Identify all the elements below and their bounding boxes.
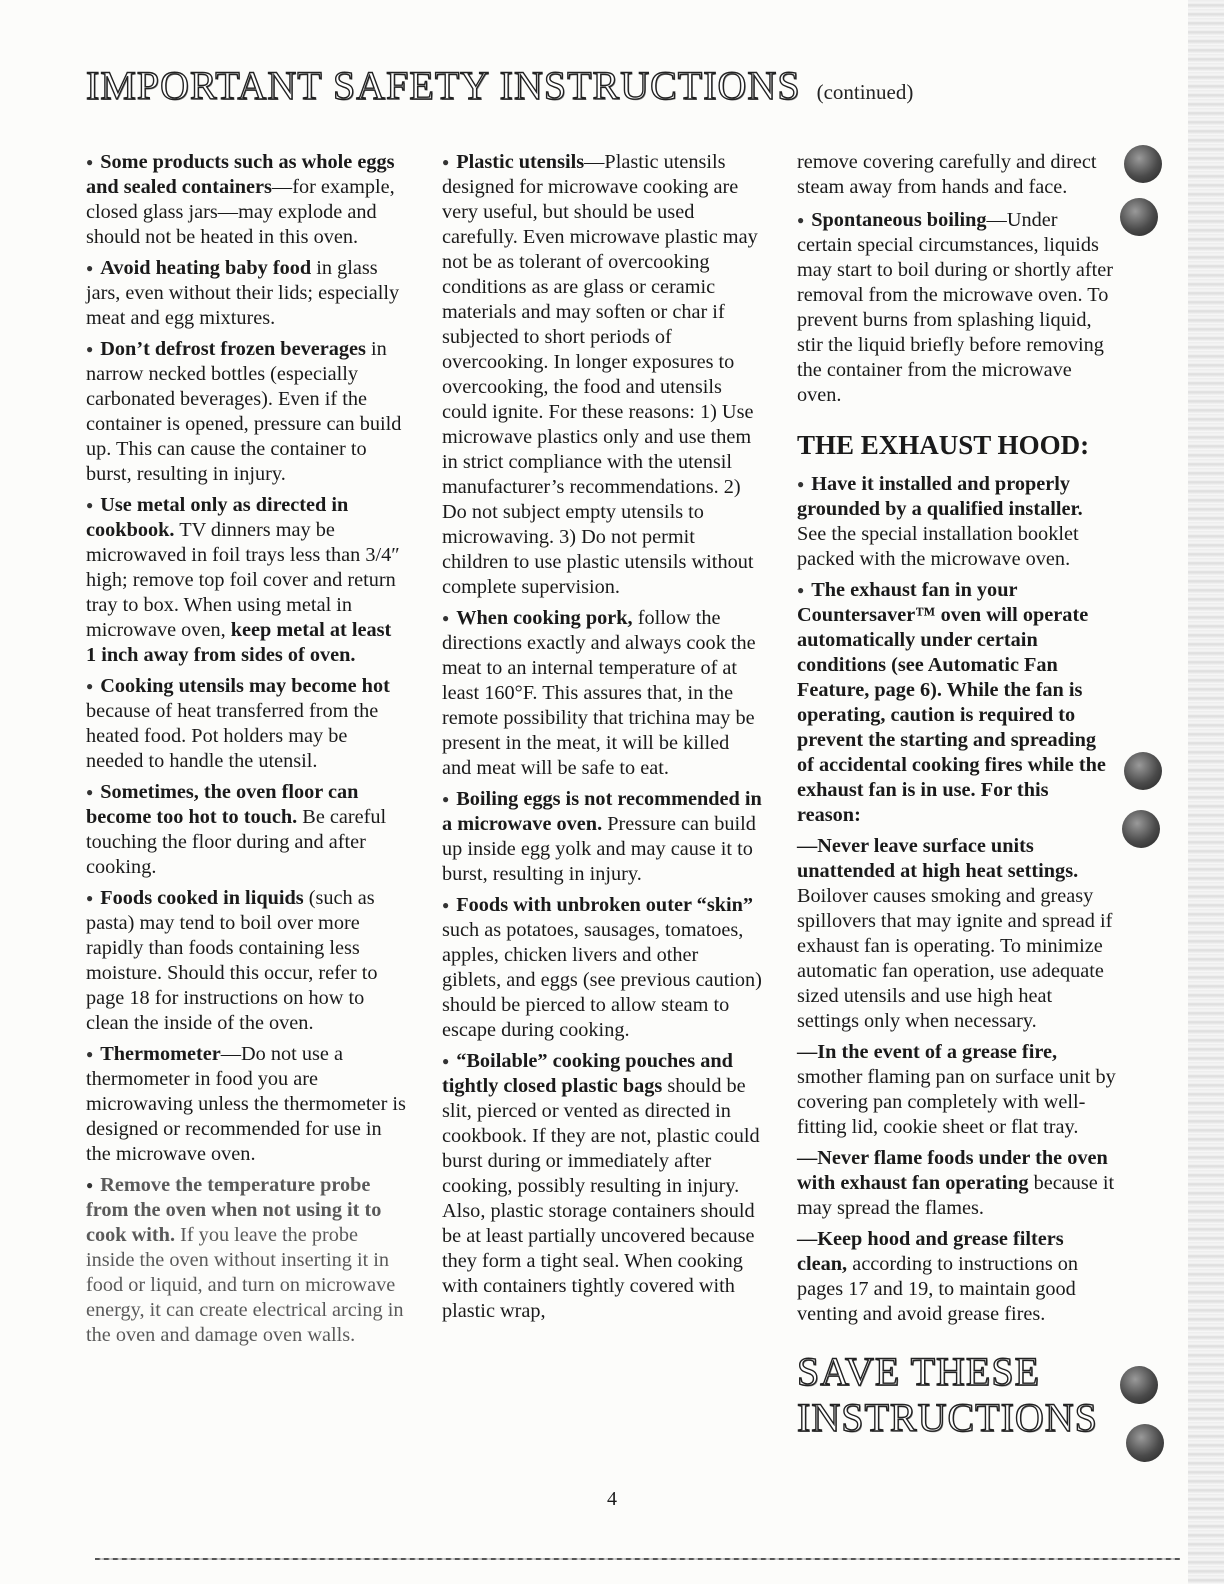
- bullet-icon: ●: [797, 213, 805, 227]
- instruction-lead: Some products such as whole eggs and sealed containers: [86, 151, 395, 198]
- instruction-lead: —Never flame foods under the oven with exhaust fan operating: [797, 1147, 1108, 1194]
- bullet-icon: ●: [442, 898, 450, 912]
- save-title-line-1: SAVE THESE: [797, 1349, 1041, 1394]
- instruction-text: Be careful touching the floor during and after cooking.: [86, 806, 387, 878]
- bullet-icon: ●: [86, 342, 94, 356]
- instruction-lead: Cooking utensils may become hot: [100, 675, 390, 697]
- exhaust-hood-heading: THE EXHAUST HOOD:: [797, 430, 1090, 460]
- instruction-text: Pressure can build up inside egg yolk and may cause it to burst, resulting in injury.: [442, 813, 756, 885]
- page-title-main: IMPORTANT SAFETY INSTRUCTIONS: [86, 63, 801, 108]
- bullet-icon: ●: [797, 477, 805, 491]
- instruction-item: [442, 893, 762, 1043]
- instruction-text: —Under certain special circumstances, liquids may start to boil during or shortly after removal from the microwave oven. To prevent burns from splashing liquid, stir the liquid briefly before removing the container from the microwave oven.: [797, 209, 1113, 406]
- column-3: [797, 150, 1117, 1441]
- scanned-page-edge: [1188, 0, 1224, 1584]
- instruction-text: because it may spread the flames.: [797, 1172, 1115, 1219]
- bullet-icon: ●: [86, 155, 94, 169]
- instruction-item: [797, 208, 1117, 408]
- instruction-text: in narrow necked bottles (especially carbonated beverages). Even if the container is opened, pressure can build up. This can cause the container to burst, resulting in injury.: [86, 338, 402, 485]
- punch-hole-icon: [1120, 1366, 1158, 1404]
- bullet-icon: ●: [442, 155, 450, 169]
- instruction-lead: Remove the temperature probe from the oven when not using it to cook with.: [86, 1174, 382, 1246]
- instruction-text: follow the directions exactly and always cook the meat to an internal temperature of at least 160°F. This assures that, in the remote possibility that trichina may be present in the meat, it will be killed and meat will be safe to eat.: [442, 607, 756, 779]
- instruction-lead: The exhaust fan in your Countersaver™ oven will operate automatically under certain conditions (see Automatic Fan Feature, page 6). While the fan is operating, caution is required to prevent the starting and spreading of accidental cooking fires while the exhaust fan is in use. For this reason:: [797, 579, 1106, 826]
- hood-dash-item: [797, 1227, 1117, 1327]
- continued-text: remove covering carefully and direct steam away from hands and face.: [797, 151, 1097, 198]
- bullet-icon: ●: [86, 498, 94, 512]
- hood-dash-item: [797, 834, 1117, 1034]
- instruction-lead: Foods cooked in liquids: [100, 887, 304, 909]
- instruction-text: because of heat transferred from the heated food. Pot holders may be needed to handle the utensil.: [86, 700, 379, 772]
- punch-hole-icon: [1122, 810, 1160, 848]
- instruction-text: smother flaming pan on surface unit by covering pan completely with well-fitting lid, cookie sheet or flat tray.: [797, 1066, 1116, 1138]
- instruction-text: (such as pasta) may tend to boil over more rapidly than foods containing less moisture. Should this occur, refer to page 18 for instructions on how to clean the inside of the oven.: [86, 887, 378, 1034]
- punch-hole-icon: [1124, 752, 1162, 790]
- instruction-lead: Use metal only as directed in cookbook.: [86, 494, 349, 541]
- instruction-lead: Sometimes, the oven floor can become too hot to touch.: [86, 781, 359, 828]
- instruction-text: Boilover causes smoking and greasy spillovers that may ignite and spread if exhaust fan is operating. To minimize automatic fan operation, use adequate sized utensils and use high heat settings only when necessary.: [797, 885, 1113, 1032]
- instruction-item: [86, 780, 406, 880]
- instruction-lead: Don’t defrost frozen beverages: [100, 338, 366, 360]
- save-title-line-2: INSTRUCTIONS: [797, 1395, 1098, 1440]
- scan-bottom-edge: [95, 1558, 1180, 1560]
- instruction-text: TV dinners may be microwaved in foil trays less than 3/4″ high; remove top foil cover and return tray to box. When using metal in microwave oven,: [86, 519, 400, 641]
- instruction-text: in glass jars, even without their lids; especially meat and egg mixtures.: [86, 257, 400, 329]
- bullet-icon: ●: [86, 1178, 94, 1192]
- instruction-text: —Do not use a thermometer in food you are microwaving unless the thermometer is designed or recommended for use in the microwave oven.: [86, 1043, 406, 1165]
- punch-hole-icon: [1126, 1424, 1164, 1462]
- instruction-emphasis: keep metal at least 1 inch away from sides of oven.: [86, 619, 392, 666]
- bullet-icon: ●: [86, 679, 94, 693]
- instruction-item: [86, 674, 406, 774]
- instruction-lead: —In the event of a grease fire,: [797, 1041, 1058, 1063]
- instruction-text: —Plastic utensils designed for microwave cooking are very useful, but should be used carefully. Even microwave plastic may not be as tolerant of overcooking conditions as are glass or ceramic materials and may soften or char if subjected to short periods of overcooking. In longer exposures to overcooking, the food and utensils could ignite. For these reasons: 1) Use microwave plastics only and use them in strict compliance with the utensil manufacturer’s recommendations. 2) Do not subject empty utensils to microwaving. 3) Do not permit children to use plastic utensils without complete supervision.: [442, 151, 758, 598]
- instruction-item: [86, 493, 406, 668]
- page-number: 4: [607, 1488, 617, 1510]
- instruction-item: [442, 606, 762, 781]
- bullet-icon: ●: [442, 1054, 450, 1068]
- punch-hole-icon: [1120, 198, 1158, 236]
- bullet-icon: ●: [86, 1047, 94, 1061]
- instruction-lead: —Never leave surface units unattended at high heat settings.: [797, 835, 1079, 882]
- punch-hole-icon: [1124, 145, 1162, 183]
- hood-item: [797, 578, 1117, 828]
- instruction-lead: Foods with unbroken outer “skin”: [456, 894, 754, 916]
- instruction-item: [442, 787, 762, 887]
- instruction-item: [86, 150, 406, 250]
- instruction-text: according to instructions on pages 17 and 19, to maintain good venting and avoid grease fires.: [797, 1253, 1079, 1325]
- instruction-item: [442, 1049, 762, 1324]
- instruction-lead: Thermometer: [100, 1043, 221, 1065]
- hood-dash-item: [797, 1040, 1117, 1140]
- instruction-item: [86, 256, 406, 331]
- bullet-icon: ●: [442, 792, 450, 806]
- page-title: [86, 62, 913, 109]
- instruction-lead: Have it installed and properly grounded by a qualified installer.: [797, 473, 1083, 520]
- save-these-instructions-title: [797, 1349, 1117, 1441]
- instruction-lead: Avoid heating baby food: [100, 257, 312, 279]
- instruction-item: [86, 337, 406, 487]
- instruction-item: [86, 1042, 406, 1167]
- bullet-icon: ●: [86, 785, 94, 799]
- instruction-lead: Boiling eggs is not recommended in a microwave oven.: [442, 788, 762, 835]
- page-title-continued: (continued): [816, 80, 914, 104]
- instruction-text: If you leave the probe inside the oven without inserting it in food or liquid, and turn on microwave energy, it can create electrical arcing in the oven and damage oven walls.: [86, 1224, 404, 1346]
- hood-dash-item: [797, 1146, 1117, 1221]
- bullet-icon: ●: [86, 891, 94, 905]
- hood-item: [797, 472, 1117, 572]
- instruction-item: [86, 886, 406, 1036]
- instruction-lead: Plastic utensils: [456, 151, 585, 173]
- instruction-text: —for example, closed glass jars—may explode and should not be heated in this oven.: [86, 176, 395, 248]
- instruction-text: such as potatoes, sausages, tomatoes, apples, chicken livers and other giblets, and eggs (see previous caution) should be pierced to allow steam to escape during cooking.: [442, 919, 762, 1041]
- instruction-lead: Spontaneous boiling: [811, 209, 987, 231]
- instruction-lead: “Boilable” cooking pouches and tightly closed plastic bags: [442, 1050, 733, 1097]
- bullet-icon: ●: [86, 261, 94, 275]
- bullet-icon: ●: [797, 583, 805, 597]
- instruction-text: See the special installation booklet packed with the microwave oven.: [797, 523, 1079, 570]
- column-1: [86, 150, 406, 1354]
- instruction-lead: When cooking pork,: [456, 607, 633, 629]
- instruction-lead: —Keep hood and grease filters clean,: [797, 1228, 1064, 1275]
- instruction-item: [442, 150, 762, 600]
- instruction-text: should be slit, pierced or vented as directed in cookbook. If they are not, plastic could burst during or immediately after cooking, possibly resulting in injury. Also, plastic storage containers should be at least partially uncovered because they form a tight seal. When cooking with containers tightly covered with plastic wrap,: [442, 1075, 760, 1322]
- bullet-icon: ●: [442, 611, 450, 625]
- instruction-item: [86, 1173, 406, 1348]
- column-2: [442, 150, 762, 1330]
